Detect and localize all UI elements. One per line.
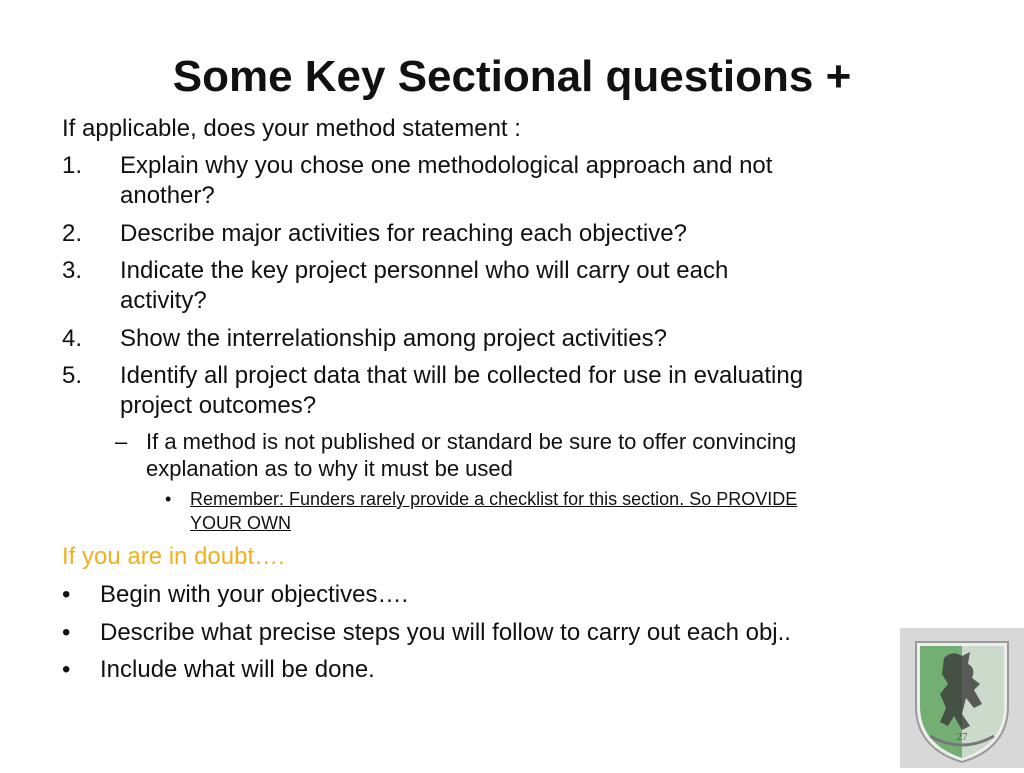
bullet-icon: • <box>62 656 71 683</box>
list-item-number: 5. <box>62 362 83 389</box>
sub-item-dash: – <box>115 429 128 454</box>
list-item-text: Explain why you chose one methodological approach and not <box>120 152 773 179</box>
sub-sub-item-text: Remember: Funders rarely provide a checklist for this section. So PROVIDE <box>190 489 798 509</box>
intro-text: If applicable, does your method statement : <box>62 115 521 142</box>
sub-sub-item-bullet: • <box>165 489 172 509</box>
doubt-bullet-text: Describe what precise steps you will follow to carry out each obj.. <box>100 619 791 646</box>
list-item-text-continued: project outcomes? <box>120 392 317 419</box>
sub-item-text-continued: explanation as to why it must be used <box>146 456 513 481</box>
crest-badge-number: 27 <box>956 731 968 743</box>
list-item-number: 2. <box>62 220 83 247</box>
list-item-text: Indicate the key project personnel who will carry out each <box>120 257 729 284</box>
doubt-bullet-text: Begin with your objectives…. <box>100 581 409 608</box>
list-item-text-continued: another? <box>120 182 215 209</box>
list-item-number: 1. <box>62 152 83 179</box>
list-item-number: 4. <box>62 325 83 352</box>
list-item-text-continued: activity? <box>120 287 207 314</box>
bullet-icon: • <box>62 581 71 608</box>
doubt-bullet-text: Include what will be done. <box>100 656 375 683</box>
list-item-number: 3. <box>62 257 83 284</box>
list-item-text: Show the interrelationship among project activities? <box>120 325 667 352</box>
lion-crest-icon <box>900 628 1024 768</box>
list-item-text: Describe major activities for reaching each objective? <box>120 220 687 247</box>
list-item-text: Identify all project data that will be collected for use in evaluating <box>120 362 804 389</box>
sub-item-text: If a method is not published or standard be sure to offer convincing <box>146 429 797 454</box>
slide-title: Some Key Sectional questions + <box>172 52 852 101</box>
doubt-heading: If you are in doubt…. <box>62 543 285 570</box>
bullet-icon: • <box>62 619 71 646</box>
sub-sub-item-text-continued: YOUR OWN <box>190 513 291 533</box>
